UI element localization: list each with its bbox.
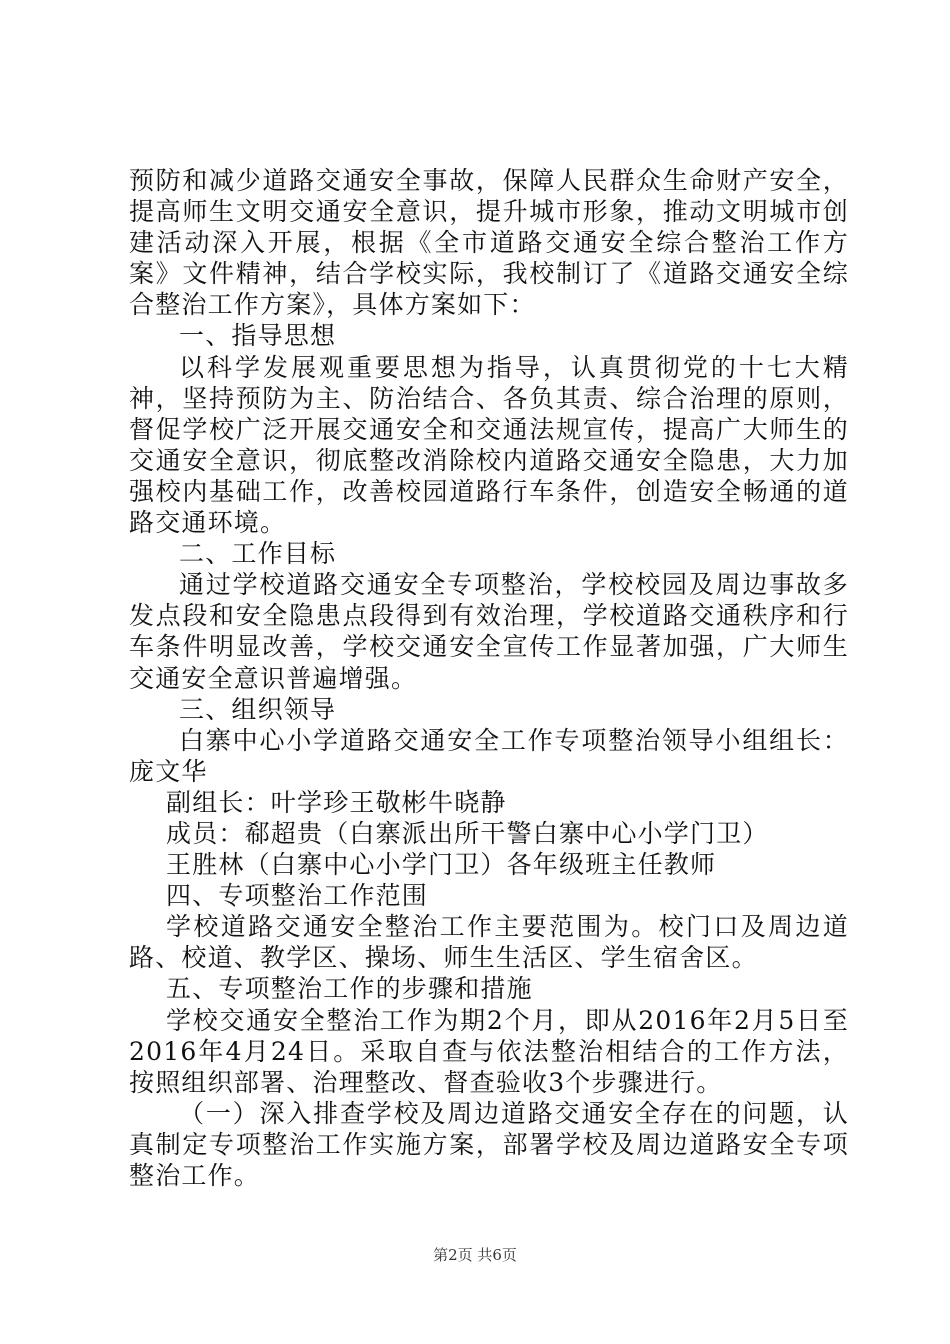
- deputy-leaders-line: 副组长：叶学珍王敬彬牛晓静: [166, 787, 507, 817]
- members-continued-line: 王胜林（白寨中心小学门卫）各年级班主任教师: [166, 850, 717, 880]
- guiding-ideology-paragraph: 以科学发展观重要思想为指导，认真贯彻党的十七大精神，坚持预防为主、防治结合、各负其责、综合治理的原则，督促学校广泛开展交通安全和交通法规宣传，提高广大师生的交通安全意识，彻底整改消除校内道路交通安全隐患，大力加强校内基础工作，改善校园道路行车条件，创造安全畅通的道路交通环境。: [129, 352, 849, 538]
- section-heading-organization: 三、组织领导: [179, 694, 337, 724]
- scope-paragraph: 学校道路交通安全整治工作主要范围为。校门口及周边道路、校道、教学区、操场、师生生活区、学生宿舍区。: [129, 912, 849, 973]
- section-heading-steps: 五、专项整治工作的步骤和措施: [166, 974, 533, 1004]
- section-heading-work-goals: 二、工作目标: [179, 539, 337, 569]
- step-one-paragraph: （一）深入排查学校及周边道路交通安全存在的问题，认真制定专项整治工作实施方案，部署学校及周边道路安全专项整治工作。: [129, 1098, 849, 1190]
- page-number-footer: 第2页 共6页: [433, 1246, 517, 1264]
- document-body: [129, 165, 849, 1191]
- section-heading-scope: 四、专项整治工作范围: [166, 881, 429, 911]
- intro-paragraph: 预防和减少道路交通安全事故，保障人民群众生命财产安全，提高师生文明交通安全意识，提升城市形象，推动文明城市创建活动深入开展，根据《全市道路交通安全综合整治工作方案》文件精神，结合学校实际，我校制订了《道路交通安全综合整治工作方案》，具体方案如下：: [129, 166, 849, 320]
- section-heading-guiding-ideology: 一、指导思想: [179, 321, 337, 351]
- work-goals-paragraph: 通过学校道路交通安全专项整治，学校校园及周边事故多发点段和安全隐患点段得到有效治理，学校道路交通秩序和行车条件明显改善，学校交通安全宣传工作显著加强，广大师生交通安全意识普遍增强。: [129, 570, 849, 693]
- members-line: 成员：郗超贵（白寨派出所干警白寨中心小学门卫）: [166, 818, 769, 848]
- steps-paragraph: 学校交通安全整治工作为期2个月，即从2016年2月5日至2016年4月24日。采取自查与依法整治相结合的工作方法，按照组织部署、治理整改、督查验收3个步骤进行。: [129, 1005, 849, 1097]
- group-leader-paragraph: 白寨中心小学道路交通安全工作专项整治领导小组组长：庞文华: [129, 725, 849, 786]
